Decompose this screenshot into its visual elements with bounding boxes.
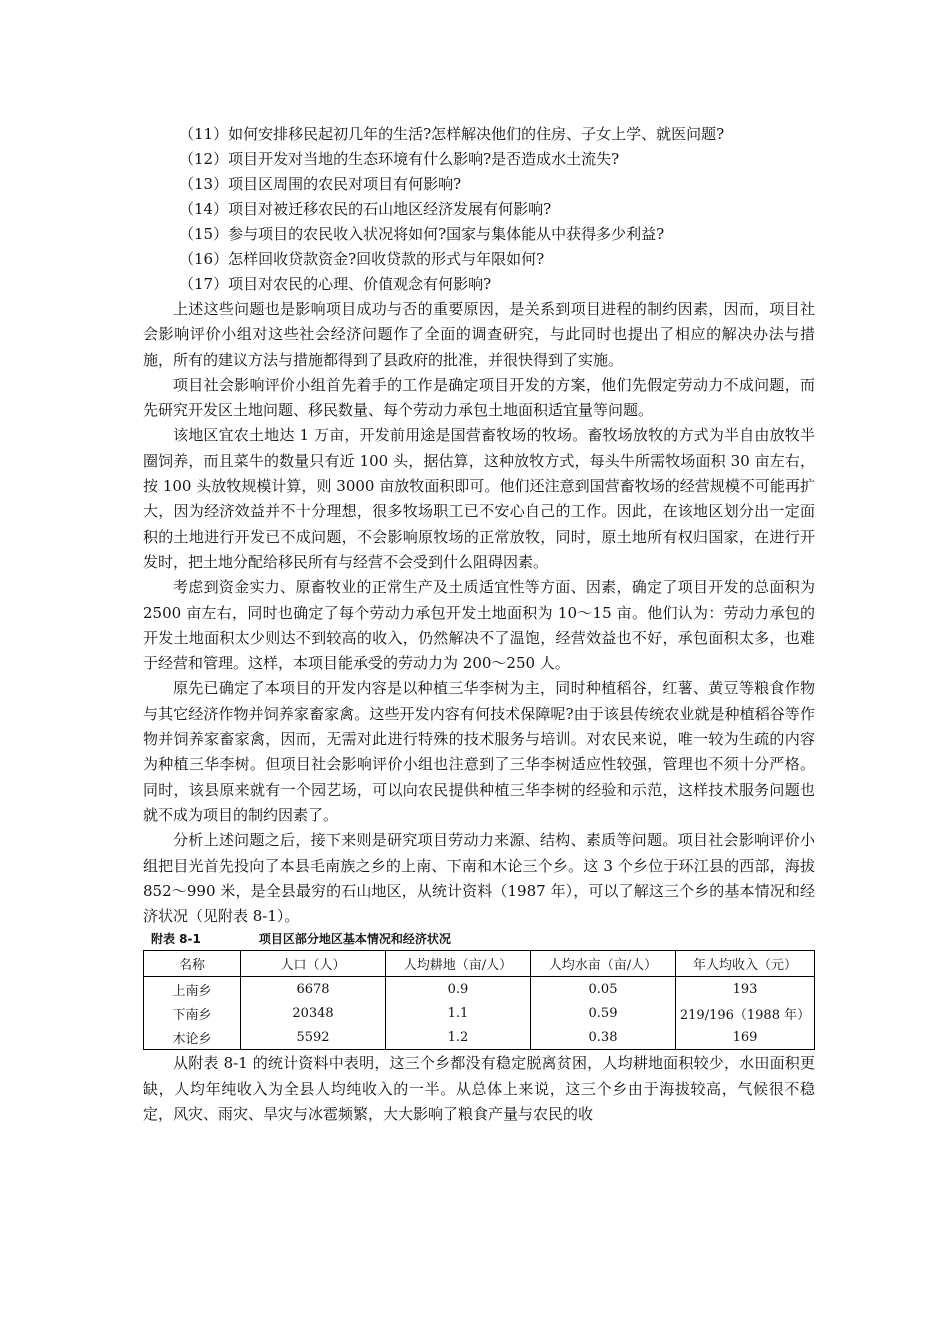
paragraph-development-plan: 项目社会影响评价小组首先着手的工作是确定项目开发的方案，他们先假定劳动力不成问题，而先研究开发区土地问题、移民数量、每个劳动力承包土地面积适宜量等问题。	[143, 375, 815, 420]
question-13: （13）项目区周围的农民对项目有何影响?	[179, 175, 462, 193]
cell-population: 20348	[241, 1001, 386, 1025]
table-caption	[151, 930, 815, 948]
document-page	[143, 122, 815, 1127]
cell-income: 219/196（1988 年）	[676, 1001, 815, 1025]
header-population: 人口（人）	[241, 951, 386, 977]
cell-population: 5592	[241, 1025, 386, 1050]
cell-paddy: 0.38	[531, 1025, 676, 1050]
question-16: （16）怎样回收贷款资金?回收贷款的形式与年限如何?	[179, 250, 545, 268]
table-header-row	[144, 951, 815, 977]
cell-income: 193	[676, 977, 815, 1002]
cell-farmland: 0.9	[386, 977, 531, 1002]
cell-farmland: 1.1	[386, 1001, 531, 1025]
question-17: （17）项目对农民的心理、价值观念有何影响?	[179, 275, 492, 293]
paragraph-land: 该地区宜农土地达 1 万亩，开发前用途是国营畜牧场的牧场。畜牧场放牧的方式为半自由放牧半圈饲养，而且菜牛的数量只有近 100 头，据估算，这种放牧方式，每头牛所需牧场面积 30 亩左右，按 100 头放牧规模计算，则 3000 亩放牧面积即可。他们还注意到国营畜牧场的经营规模不可能再扩大，因为经济效益并不十分理想，很多牧场职工已不安心自己的工作。因此，在该地区划分出一定面积的土地进行开发已不成问题，不会影响原牧场的正常放牧，同时，原土地所有权归国家，在进行开发时，把土地分配给移民所有与经营不会受到什么阻碍因素。	[143, 426, 815, 571]
township-table	[143, 950, 815, 1050]
cell-farmland: 1.2	[386, 1025, 531, 1050]
cell-paddy: 0.05	[531, 977, 676, 1002]
paragraph-constraints: 上述这些问题也是影响项目成功与否的重要原因，是关系到项目进程的制约因素，因而，项目社会影响评价小组对这些社会经济问题作了全面的调查研究，与此同时也提出了相应的解决办法与措施，所有的建议方法与措施都得到了县政府的批准，并很快得到了实施。	[143, 300, 815, 369]
cell-name: 上南乡	[144, 977, 241, 1002]
cell-paddy: 0.59	[531, 1001, 676, 1025]
cell-income: 169	[676, 1025, 815, 1050]
question-12: （12）项目开发对当地的生态环境有什么影响?是否造成水土流失?	[179, 150, 620, 168]
question-15: （15）参与项目的农民收入状况将如何?国家与集体能从中获得多少利益?	[179, 225, 665, 243]
paragraph-labor-source: 分析上述问题之后，接下来则是研究项目劳动力来源、结构、素质等问题。项目社会影响评价小组把目光首先投向了本县毛南族之乡的上南、下南和木论三个乡。这 3 个乡位于环江县的西部，海拔 852～990 米，是全县最穷的石山地区，从统计资料（1987 年），可以了解这三个乡的基本情况和经济状况（见附表 8-1）。	[143, 831, 815, 926]
paragraph-technology: 原先已确定了本项目的开发内容是以种植三华李树为主，同时种植稻谷，红薯、黄豆等粮食作物与其它经济作物并饲养家畜家禽。这些开发内容有何技术保障呢?由于该县传统农业就是种植稻谷等作物并饲养家畜家禽，因而，无需对此进行特殊的技术服务与培训。对农民来说，唯一较为生疏的内容为种植三华李树。但项目社会影响评价小组也注意到了三华李树适应性较强，管理也不须十分严格。同时，该县原来就有一个园艺场，可以向农民提供种植三华李树的经验和示范，这样技术服务问题也就不成为项目的制约因素了。	[143, 679, 815, 824]
header-farmland: 人均耕地（亩/人）	[386, 951, 531, 977]
cell-name: 木论乡	[144, 1025, 241, 1050]
table-label: 附表 8-1	[151, 932, 201, 947]
table-row	[144, 1001, 815, 1025]
cell-name: 下南乡	[144, 1001, 241, 1025]
paragraph-table-analysis: 从附表 8-1 的统计资料中表明，这三个乡都没有稳定脱离贫困，人均耕地面积较少，水田面积更缺，人均年纯收入为全县人均纯收入的一半。从总体上来说，这三个乡由于海拔较高，气候很不稳定，风灾、雨灾、旱灾与冰雹频繁，大大影响了粮食产量与农民的收	[143, 1054, 815, 1124]
question-list	[143, 122, 815, 297]
question-11: （11）如何安排移民起初几年的生活?怎样解决他们的住房、子女上学、就医问题?	[179, 125, 725, 143]
cell-population: 6678	[241, 977, 386, 1002]
table-row	[144, 977, 815, 1002]
question-14: （14）项目对被迁移农民的石山地区经济发展有何影响?	[179, 200, 552, 218]
table-title: 项目区部分地区基本情况和经济状况	[258, 932, 451, 947]
header-name: 名称	[144, 951, 241, 977]
paragraph-area: 考虑到资金实力、原畜牧业的正常生产及土质适宜性等方面、因素，确定了项目开发的总面积为 2500 亩左右，同时也确定了每个劳动力承包开发土地面积为 10～15 亩。他们认为：劳动力承包的开发土地面积太少则达不到较高的收入，仍然解决不了温饱，经营效益也不好，承包面积太多，也难于经营和管理。这样，本项目能承受的劳动力为 200～250 人。	[143, 578, 815, 673]
header-paddy: 人均水亩（亩/人）	[531, 951, 676, 977]
table-row	[144, 1025, 815, 1050]
header-income: 年人均收入（元）	[676, 951, 815, 977]
